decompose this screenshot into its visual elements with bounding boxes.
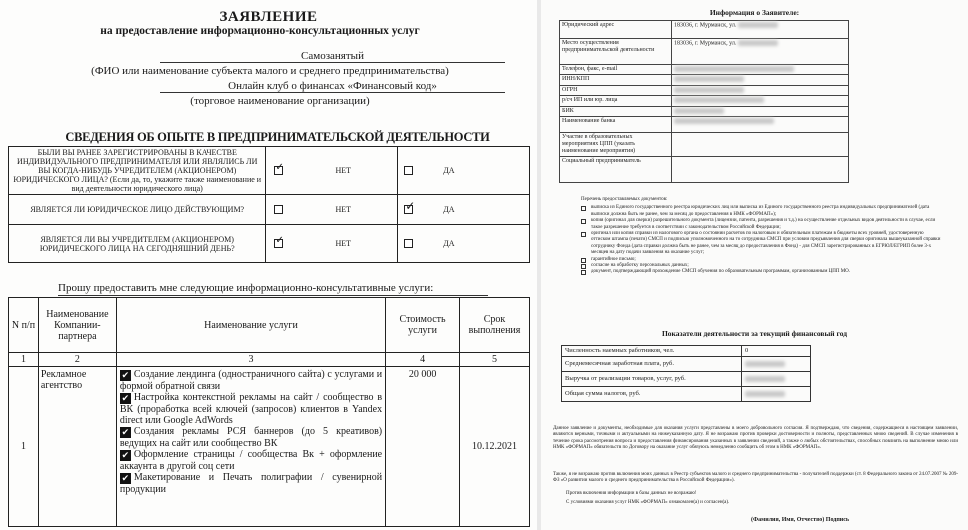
document-item[interactable] bbox=[581, 269, 941, 275]
indicator-label: Общая сумма налогов, руб. bbox=[562, 387, 742, 402]
indicator-row bbox=[562, 346, 811, 357]
service-row bbox=[9, 367, 530, 527]
info-row bbox=[560, 65, 849, 75]
col-number: 5 bbox=[460, 353, 530, 367]
question-text: ЯВЛЯЕТСЯ ЛИ ЮРИДИЧЕСКОЕ ЛИЦО ДЕЙСТВУЮЩИМ? bbox=[9, 195, 266, 225]
redacted-value bbox=[745, 361, 785, 367]
document-text: выписка из Единого государственного реестра юридических лиц или выписка из Единого государственного реестра индивидуальных предпринимателей (дата выписки должна быть не ранее, чем за месяц до предоставления в НМК «ФОРМАП»); bbox=[591, 205, 930, 217]
info-label: Социальный предприниматель bbox=[560, 156, 672, 182]
info-row bbox=[560, 132, 849, 156]
info-row bbox=[560, 106, 849, 116]
redacted-value bbox=[738, 40, 778, 46]
indicator-label: Численность наемных работников, чел. bbox=[562, 346, 742, 357]
col-number: 2 bbox=[38, 353, 116, 367]
service-list bbox=[116, 367, 385, 527]
redacted-value bbox=[674, 66, 794, 72]
signature-line[interactable]: (Фамилия, Имя, Отчество) Подпись bbox=[751, 517, 850, 523]
service-text: Создания рекламы РСЯ баннеров (до 5 креативов) ведущих на сайт или сообщество ВК bbox=[119, 426, 383, 449]
indicators-table bbox=[561, 345, 811, 402]
col-header: Стоимость услуги bbox=[386, 298, 460, 353]
document-item[interactable] bbox=[581, 205, 941, 218]
experience-row bbox=[9, 225, 530, 263]
checkbox-icon bbox=[581, 232, 586, 237]
indicator-row bbox=[562, 387, 811, 402]
info-value-cell[interactable] bbox=[672, 75, 849, 85]
partner-name: Рекламное агентство bbox=[38, 367, 116, 527]
redacted-value bbox=[674, 108, 724, 114]
col-header: Наименование услуги bbox=[116, 298, 385, 353]
checkbox-icon bbox=[581, 258, 586, 263]
documents-section bbox=[581, 197, 941, 276]
checkbox-no[interactable] bbox=[274, 205, 283, 214]
info-row bbox=[560, 156, 849, 182]
checkbox-yes[interactable] bbox=[404, 199, 416, 214]
col-number: 1 bbox=[9, 353, 39, 367]
checked-box-icon: ✔ bbox=[121, 370, 130, 380]
applicant-value: Самозанятый bbox=[301, 50, 364, 62]
info-value-cell[interactable] bbox=[672, 39, 849, 65]
col-header: Срок выполнения bbox=[460, 298, 530, 353]
answer-yes-cell bbox=[398, 225, 530, 263]
info-label: ИНН/КПП bbox=[560, 75, 672, 85]
experience-row bbox=[9, 195, 530, 225]
document-text: документ, подтверждающий прохождение СМСП обучения по образовательным программам, организованным ЦПП МО. bbox=[591, 269, 851, 275]
indicator-value-cell[interactable] bbox=[742, 357, 811, 372]
answer-no-cell bbox=[266, 195, 398, 225]
info-value-cell[interactable] bbox=[672, 85, 849, 95]
info-label: БИК bbox=[560, 106, 672, 116]
info-value-cell[interactable] bbox=[672, 106, 849, 116]
answer-yes-cell bbox=[398, 195, 530, 225]
info-value: 183036, г. Мурманск, ул. bbox=[674, 40, 737, 47]
experience-table bbox=[8, 146, 530, 263]
row-number: 1 bbox=[9, 367, 39, 527]
database-consent: Против включения информации в базы данных не возражаю! bbox=[566, 491, 697, 496]
redacted-value bbox=[674, 76, 744, 82]
info-label: ОГРН bbox=[560, 85, 672, 95]
info-label: р/сч ИП или юр. лица bbox=[560, 96, 672, 106]
info-label: Юридический адрес bbox=[560, 21, 672, 39]
info-row bbox=[560, 39, 849, 65]
services-number-row bbox=[9, 353, 530, 367]
info-row bbox=[560, 85, 849, 95]
terms-consent: С условиями оказания услуг НМК «ФОРМАП» ознакомлен(а) и согласен(а). bbox=[566, 500, 730, 505]
checked-box-icon: ✔ bbox=[121, 473, 130, 483]
indicator-value-cell[interactable] bbox=[742, 387, 811, 402]
info-value: 183036, г. Мурманск, ул. bbox=[674, 22, 737, 29]
applicant-field[interactable] bbox=[160, 50, 505, 63]
document-text: копия (оригинал для сверки) разрешительного документа (лицензии, патента, разрешения и т.д.) на осуществление отдельных видов деятельности в случае, если такое разрешение требуется в соответствии с законодательством Российской Федерации; bbox=[591, 218, 936, 230]
registry-paragraph: Также, я не возражаю против включения моих данных в Реестр субъектов малого и среднего предпринимательства - получателей поддержки (ст. 8 Федерального закона от 24.07.2007 № 209-ФЗ «О развитии малого и среднего предпринимательства в Российской Федерации»). bbox=[553, 472, 958, 484]
answer-yes-label: ДА bbox=[443, 204, 455, 214]
service-deadline: 10.12.2021 bbox=[460, 367, 530, 527]
answer-no-label: НЕТ bbox=[335, 204, 352, 214]
service-item bbox=[120, 426, 382, 449]
trade-name-field[interactable] bbox=[160, 80, 505, 93]
checkbox-yes[interactable] bbox=[404, 239, 413, 248]
indicators-title: Показатели деятельности за текущий финансовый год bbox=[661, 329, 848, 338]
info-label: Участие в образовательных мероприятиях ЦПП (указать наименование мероприятия) bbox=[560, 132, 672, 156]
service-text: Создание лендинга (одностраничного сайта) с услугами и формой обратной связи bbox=[119, 369, 383, 392]
answer-no-label: НЕТ bbox=[335, 165, 352, 175]
indicator-row bbox=[562, 372, 811, 387]
indicator-label: Среднемесячная заработная плата, руб. bbox=[562, 357, 742, 372]
experience-heading: СВЕДЕНИЯ ОБ ОПЫТЕ В ПРЕДПРИНИМАТЕЛЬСКОЙ ДЕЯТЕЛЬНОСТИ bbox=[65, 130, 490, 144]
info-label: Телефон, факс, e-mail bbox=[560, 65, 672, 75]
document-title: ЗАЯВЛЕНИЕ bbox=[219, 9, 318, 25]
document-item[interactable] bbox=[581, 218, 941, 231]
redacted-value bbox=[674, 97, 764, 103]
answer-yes-label: ДА bbox=[443, 165, 455, 175]
services-table bbox=[8, 297, 530, 527]
document-item[interactable] bbox=[581, 231, 941, 257]
col-header: Наименование Компании-партнера bbox=[38, 298, 116, 353]
redacted-value bbox=[674, 87, 744, 93]
documents-heading: Перечень предоставляемых документов: bbox=[581, 197, 668, 202]
info-value-cell[interactable] bbox=[672, 65, 849, 75]
checkbox-icon bbox=[581, 264, 586, 269]
service-item bbox=[120, 369, 382, 392]
check-mark-icon: ✓ bbox=[275, 235, 284, 247]
trade-name-hint: (торговое наименование организации) bbox=[190, 95, 370, 107]
redacted-value bbox=[738, 22, 778, 28]
info-value-cell[interactable] bbox=[672, 132, 849, 156]
info-title: Информация о Заявителе: bbox=[709, 8, 800, 17]
indicator-row bbox=[562, 357, 811, 372]
check-mark-icon: ✓ bbox=[405, 199, 416, 214]
info-value-cell[interactable] bbox=[672, 116, 849, 132]
answer-yes-cell bbox=[398, 147, 530, 195]
answer-no-label: НЕТ bbox=[335, 238, 352, 248]
document-text: гарантийное письмо; bbox=[591, 256, 636, 262]
consent-paragraph: Данное заявление и документы, необходимые для оказания услуги представлены в моего добровольного согласия. Я подтверждаю, что сведения, содержащиеся в настоящем заявлении, являются верными, точными и актуальными на нижеуказанную дату. Я не возражаю против проверки достоверности и полноты, представленных мною сведений. В случае изменения в течение срока рассмотрения вопроса и предоставления финансирования указанных в заявлении сведений, а также о любых обстоятельствах, способных повлиять на выполнение мною или НМК «ФОРМАП» обязательств по Договору на оказание услуг обязуюсь немедленно сообщить об этом в НМК «ФОРМАП». bbox=[553, 426, 958, 451]
question-text: БЫЛИ ВЫ РАНЕЕ ЗАРЕГИСТРИРОВАНЫ В КАЧЕСТВЕ ИНДИВИДУАЛЬНОГО ПРЕДПРИНИМАТЕЛЯ ИЛИ ЯВЛЯЛИСЬ ЛИ ВЫ КОГДА-НИБУДЬ УЧРЕДИТЕЛЕМ (АКЦИОНЕРОМ) ЮРИДИЧЕСКОГО ЛИЦА? (Если да, то, укажите также наименование и вид деятельности юридического лица) bbox=[9, 147, 266, 195]
checked-box-icon: ✔ bbox=[121, 450, 130, 460]
checkbox-no[interactable] bbox=[274, 162, 284, 175]
col-number: 3 bbox=[116, 353, 385, 367]
service-text: Макетирование и Печать полиграфии / сувенирной продукции bbox=[119, 472, 383, 495]
checked-box-icon: ✔ bbox=[121, 393, 130, 403]
checkbox-icon bbox=[581, 270, 586, 275]
redacted-value bbox=[674, 118, 774, 124]
indicator-value[interactable]: 0 bbox=[742, 346, 811, 357]
service-price: 20 000 bbox=[386, 367, 460, 527]
answer-no-cell bbox=[266, 225, 398, 263]
answer-yes-label: ДА bbox=[443, 238, 455, 248]
services-header-row bbox=[9, 298, 530, 353]
checkbox-icon bbox=[581, 206, 586, 211]
info-row bbox=[560, 75, 849, 85]
checkbox-icon bbox=[581, 219, 586, 224]
redacted-value bbox=[745, 391, 785, 397]
redacted-value bbox=[745, 376, 785, 382]
indicator-value-cell[interactable] bbox=[742, 372, 811, 387]
info-value-cell[interactable] bbox=[672, 21, 849, 39]
service-text: Оформление страницы / сообщества Вк + оформление аккаунта в другой соц сети bbox=[119, 449, 383, 472]
info-row bbox=[560, 96, 849, 106]
info-row bbox=[560, 21, 849, 39]
check-mark-icon: ✓ bbox=[275, 162, 284, 174]
applicant-info-table bbox=[559, 20, 849, 183]
service-item bbox=[120, 392, 382, 426]
document-text: согласие на обработку персональных данных; bbox=[591, 263, 689, 269]
document-subtitle: на предоставление информационно-консультационных услуг bbox=[100, 25, 420, 37]
info-label: Наименование банка bbox=[560, 116, 672, 132]
question-text: ЯВЛЯЕТСЯ ЛИ ВЫ УЧРЕДИТЕЛЕМ (АКЦИОНЕРОМ) ЮРИДИЧЕСКОГО ЛИЦА НА СЕГОДНЯШНИЙ ДЕНЬ? bbox=[9, 225, 266, 263]
document-text: оригинал или копия справки из налогового органа о состоянии расчетов по налоговым и обязательным платежам в бюджеты всех уровней, удостоверенную оттиском штампа (печати) СМСП и подписью уполномоченного на то сотрудника СМСП при условии предъявления для сверки оригинала вышеуказанной справки сотруднику Фонда (дата справки должна быть не ранее, чем за месяц до предоставления в Фонд) - для СМСП зарегистрированных в ЕГРЮЛ/ЕГРИП более 3-х месяцев на дату подачи заявления на оказание услуг; bbox=[591, 231, 941, 256]
trade-name-value: Онлайн клуб о финансах «Финансовый код» bbox=[228, 80, 437, 92]
service-item bbox=[120, 449, 382, 472]
indicator-label: Выручка от реализации товаров, услуг, руб. bbox=[562, 372, 742, 387]
info-label: Место осуществления предпринимательской деятельности bbox=[560, 39, 672, 65]
service-text: Настройка контекстной рекламы на сайт / сообщество в ВК (проработка всей ключей (запросов) клиентов в Yandex direct или Google AdWords bbox=[119, 392, 383, 426]
checkbox-no[interactable] bbox=[274, 235, 284, 248]
info-row bbox=[560, 116, 849, 132]
col-number: 4 bbox=[386, 353, 460, 367]
info-value-cell[interactable] bbox=[672, 96, 849, 106]
services-request: Прошу предоставить мне следующие информационно-консультативные услуги: bbox=[58, 282, 488, 296]
info-value-cell[interactable] bbox=[672, 156, 849, 182]
col-header: N п/п bbox=[9, 298, 39, 353]
checked-box-icon: ✔ bbox=[121, 427, 130, 437]
applicant-hint: (ФИО или наименование субъекта малого и среднего предпринимательства) bbox=[91, 65, 449, 77]
answer-no-cell bbox=[266, 147, 398, 195]
experience-row bbox=[9, 147, 530, 195]
service-item bbox=[120, 472, 382, 495]
application-page-right bbox=[541, 0, 968, 530]
checkbox-yes[interactable] bbox=[404, 166, 413, 175]
